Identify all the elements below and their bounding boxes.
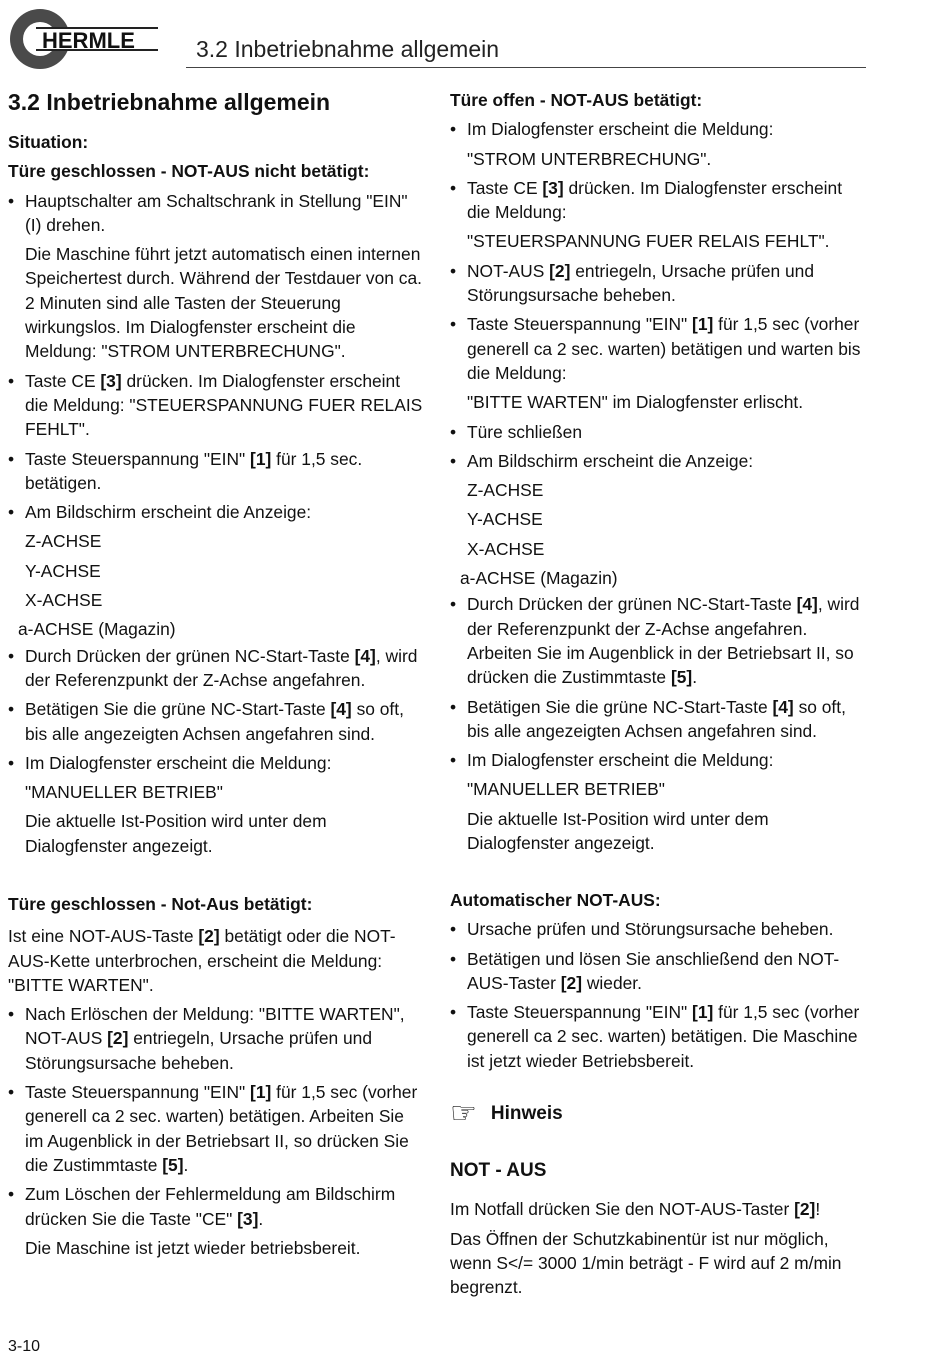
section-heading: 3.2 Inbetriebnahme allgemein [8, 89, 331, 115]
notaus-text: Das Öffnen der Schutzkabinentür ist nur möglich, wenn S</= 3000 1/min beträgt - F wird auf 2 m/min begrenzt. [450, 1228, 842, 1298]
situation-label: Situation: [8, 132, 89, 152]
list-item: • Durch Drücken der grünen NC-Start-Taste [4], wird der Referenzpunkt der Z-Achse angefahren. Arbeiten Sie im Augenblick in der Betriebsart II, so drücken die Zustimmtaste [5]. [450, 592, 866, 689]
left-column-lower [8, 892, 424, 1265]
list-item: • Taste Steuerspannung "EIN" [1] für 1,5 sec (vorher generell ca 2 sec. warten) betätigen. Arbeiten Sie im Augenblick in der Betriebsart II, so drücken Sie die Zustimmtaste [5]. [8, 1080, 424, 1177]
list-item: • Nach Erlöschen der Meldung: "BITTE WARTEN", NOT-AUS [2] entriegeln, Ursache prüfen und Störungsursache beheben. [8, 1002, 424, 1075]
list-item: • Betätigen Sie die grüne NC-Start-Taste [4] so oft, bis alle angezeigten Achsen angefahren sind. [8, 697, 424, 746]
list-item: • Betätigen und lösen Sie anschließend den NOT-AUS-Taster [2] wieder. [450, 947, 866, 996]
notaus-intro: Ist eine NOT-AUS-Taste [2] betätigt oder die NOT-AUS-Kette unterbrochen, erscheint die Meldung: "BITTE WARTEN". [8, 926, 396, 995]
list-item: • NOT-AUS [2] entriegeln, Ursache prüfen und Störungsursache beheben. [450, 259, 866, 308]
list-item: • Taste Steuerspannung "EIN" [1] für 1,5 sec (vorher generell ca 2 sec. warten) betätigen. Die Maschine ist jetzt wieder Betriebsbereit. [450, 1000, 866, 1073]
right-column [450, 88, 866, 860]
list-item: • Am Bildschirm erscheint die Anzeige: [8, 500, 424, 524]
door-closed-notaus-title: Türe geschlossen - Not-Aus betätigt: [8, 894, 313, 914]
axis-label: a-ACHSE (Magazin) [460, 568, 618, 589]
hint-heading [450, 1099, 866, 1129]
list-item: • Betätigen Sie die grüne NC-Start-Taste [4] so oft, bis alle angezeigten Achsen angefahren sind. [450, 695, 866, 744]
pointing-hand-icon: ☞ [450, 1097, 477, 1131]
axis-label: Y-ACHSE [467, 509, 543, 530]
message-text: "MANUELLER BETRIEB" [467, 779, 665, 800]
list-text: Die aktuelle Ist-Position wird unter dem Dialogfenster angezeigt. [467, 808, 769, 854]
notaus-heading: NOT - AUS [450, 1160, 547, 1182]
door-closed-title: Türe geschlossen - NOT-AUS nicht betätigt: [8, 161, 370, 182]
list-item: • Hauptschalter am Schaltschrank in Stellung "EIN" (I) drehen. [8, 189, 424, 238]
list-item: • Taste Steuerspannung "EIN" [1] für 1,5 sec (vorher generell ca 2 sec. warten) betätigen und warten bis die Meldung: [450, 312, 866, 385]
list-item: • Im Dialogfenster erscheint die Meldung: [450, 117, 866, 141]
list-text: Die Maschine führt jetzt automatisch einen internen Speichertest durch. Während der Testdauer von ca. 2 Minuten sind alle Tasten der Steuerung wirkungslos. Im Dialogfenster erscheint die Meldung: "STROM UNTERBRECHUNG". [25, 244, 422, 362]
list-item: • Zum Löschen der Fehlermeldung am Bildschirm drücken Sie die Taste "CE" [3]. [8, 1182, 424, 1231]
list-item: • Ursache prüfen und Störungsursache beheben. [450, 917, 866, 941]
list-item: • Taste CE [3] drücken. Im Dialogfenster erscheint die Meldung: [450, 176, 866, 225]
hermle-logo [8, 6, 158, 72]
hint-label: Hinweis [490, 1102, 563, 1124]
list-item: • Taste CE [3] drücken. Im Dialogfenster erscheint die Meldung: "STEUERSPANNUNG FUER RELAIS FEHLT". [8, 369, 424, 442]
page-number: 3-10 [8, 1338, 41, 1355]
left-column [8, 88, 424, 863]
axis-label: X-ACHSE [25, 590, 103, 611]
axis-label: Z-ACHSE [25, 531, 102, 552]
list-text: Die Maschine ist jetzt wieder betriebsbereit. [25, 1237, 361, 1258]
message-text: "STEUERSPANNUNG FUER RELAIS FEHLT". [467, 231, 830, 252]
list-item: • Taste Steuerspannung "EIN" [1] für 1,5 sec. betätigen. [8, 447, 424, 496]
list-item: • Durch Drücken der grünen NC-Start-Taste [4], wird der Referenzpunkt der Z-Achse angefahren. [8, 644, 424, 693]
right-column-lower [450, 888, 866, 1305]
logo-text: HERMLE [42, 28, 135, 53]
list-item: • Türe schließen [450, 420, 866, 444]
axis-label: X-ACHSE [467, 538, 545, 559]
door-open-title: Türe offen - NOT-AUS betätigt: [450, 90, 703, 110]
header-section-title: 3.2 Inbetriebnahme allgemein [196, 36, 500, 62]
list-item: • Im Dialogfenster erscheint die Meldung: [450, 748, 866, 772]
axis-label: Y-ACHSE [25, 560, 101, 581]
auto-notaus-title: Automatischer NOT-AUS: [450, 890, 661, 910]
notaus-instruction: Im Notfall drücken Sie den NOT-AUS-Taster [2]! [450, 1199, 821, 1220]
message-text: "BITTE WARTEN" im Dialogfenster erlischt. [467, 392, 804, 413]
list-item: • Im Dialogfenster erscheint die Meldung: [8, 751, 424, 775]
message-text: "MANUELLER BETRIEB" [25, 782, 223, 803]
message-text: "STROM UNTERBRECHUNG". [467, 148, 712, 169]
axis-label: a-ACHSE (Magazin) [18, 619, 176, 640]
list-item: • Am Bildschirm erscheint die Anzeige: [450, 449, 866, 473]
axis-label: Z-ACHSE [467, 480, 544, 501]
header-divider [186, 67, 866, 68]
list-text: Die aktuelle Ist-Position wird unter dem Dialogfenster angezeigt. [25, 811, 327, 856]
